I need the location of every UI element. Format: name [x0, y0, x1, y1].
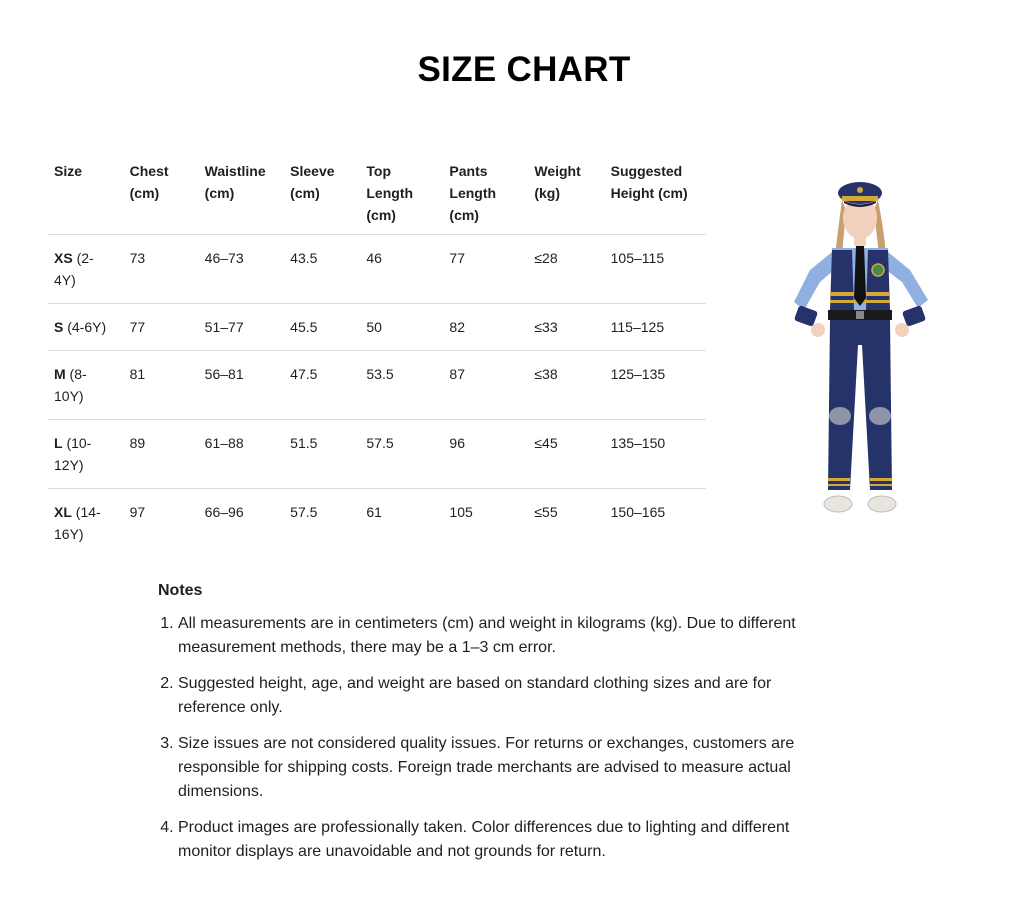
size-age: (14- [71, 504, 101, 520]
table-row [48, 420, 706, 489]
cell-sleeve: 47.5 [284, 351, 360, 420]
size-age: (4-6Y) [63, 319, 107, 335]
cell-chest: 97 [124, 489, 199, 558]
size-code: XS [54, 250, 73, 266]
cell-top: 50 [360, 304, 443, 351]
cell-pants: 96 [443, 420, 528, 489]
cell-pants: 82 [443, 304, 528, 351]
cell-waist: 66–96 [199, 489, 285, 558]
table-row [48, 351, 706, 420]
size-cell [48, 420, 124, 489]
size-code: XL [54, 504, 72, 520]
size-cell [48, 235, 124, 304]
cell-sleeve: 51.5 [284, 420, 360, 489]
table-body [48, 235, 706, 558]
column-header-line: Suggested [610, 163, 683, 179]
cell-sleeve: 45.5 [284, 304, 360, 351]
cell-weight: ≤38 [528, 351, 604, 420]
notes-list [158, 612, 838, 864]
cell-top: 46 [360, 235, 443, 304]
note-item: 3. Size issues are not considered quality issues. For returns or exchanges, customers are responsible for shipping costs. Foreign trade merchants are advised to measure actual dimensions. [178, 732, 838, 804]
column-header-line: (kg) [534, 185, 561, 201]
cell-waist: 51–77 [199, 304, 285, 351]
column-header [124, 150, 199, 235]
notes-section [158, 582, 838, 876]
column-header-line: Chest [129, 163, 169, 179]
column-header-line: Top [366, 163, 391, 179]
cell-waist: 56–81 [199, 351, 285, 420]
cell-height: 105–115 [605, 235, 706, 304]
cell-pants: 87 [443, 351, 528, 420]
column-header [48, 150, 124, 235]
cell-weight: ≤33 [528, 304, 604, 351]
column-header-line: Height (cm) [610, 185, 688, 201]
cell-waist: 46–73 [199, 235, 285, 304]
column-header-line: Weight [534, 163, 581, 179]
cell-chest: 89 [124, 420, 199, 489]
column-header-line: Length [366, 185, 414, 201]
table-row [48, 304, 706, 351]
size-age: (2- [72, 250, 94, 266]
size-age: 4Y) [54, 272, 76, 288]
cell-top: 53.5 [360, 351, 443, 420]
cell-waist: 61–88 [199, 420, 285, 489]
column-header-line: (cm) [290, 185, 320, 201]
size-age: 16Y) [54, 526, 84, 542]
column-header [284, 150, 360, 235]
table-row [48, 235, 706, 304]
column-header [199, 150, 285, 235]
column-header [443, 150, 528, 235]
cell-height: 125–135 [605, 351, 706, 420]
cell-chest: 73 [124, 235, 199, 304]
size-age: (10- [62, 435, 92, 451]
size-code: L [54, 435, 63, 451]
column-header-line: (cm) [129, 185, 160, 201]
size-cell [48, 304, 124, 351]
cell-weight: ≤28 [528, 235, 604, 304]
cell-top: 61 [360, 489, 443, 558]
column-header-line: Waistline [204, 163, 266, 179]
note-item: 1. All measurements are in centimeters (cm) and weight in kilograms (kg). Due to different measurement methods, there may be a 1–3 cm error. [178, 612, 838, 660]
cell-sleeve: 57.5 [284, 489, 360, 558]
size-age: 12Y) [54, 457, 84, 473]
column-header-line: Pants [449, 163, 488, 179]
column-header [528, 150, 604, 235]
size-age: 10Y) [54, 388, 84, 404]
table-header-row [48, 150, 706, 235]
cell-weight: ≤55 [528, 489, 604, 558]
cell-chest: 81 [124, 351, 199, 420]
police-costume-illustration [780, 170, 940, 530]
column-header-line: Length [449, 185, 497, 201]
cell-height: 115–125 [605, 304, 706, 351]
cell-height: 135–150 [605, 420, 706, 489]
note-item: 2. Suggested height, age, and weight are based on standard clothing sizes and are for reference only. [178, 672, 838, 720]
cell-sleeve: 43.5 [284, 235, 360, 304]
cell-pants: 77 [443, 235, 528, 304]
note-item: 4. Product images are professionally taken. Color differences due to lighting and different monitor displays are unavoidable and not grounds for return. [178, 816, 838, 864]
size-code: M [54, 366, 66, 382]
size-cell [48, 489, 124, 558]
column-header-line: Sleeve [290, 163, 335, 179]
column-header [360, 150, 443, 235]
column-header-line: (cm) [204, 185, 235, 201]
size-cell [48, 351, 124, 420]
size-table [48, 150, 706, 557]
page-title: SIZE CHART [417, 50, 631, 89]
notes-title: Notes [158, 582, 203, 599]
size-age: (8- [65, 366, 87, 382]
column-header [605, 150, 706, 235]
cell-height: 150–165 [605, 489, 706, 558]
size-code: S [54, 319, 64, 335]
cell-top: 57.5 [360, 420, 443, 489]
column-header-line: (cm) [449, 207, 479, 223]
table-row [48, 489, 706, 558]
column-header-line: Size [54, 163, 83, 179]
cell-chest: 77 [124, 304, 199, 351]
cell-pants: 105 [443, 489, 528, 558]
cell-weight: ≤45 [528, 420, 604, 489]
column-header-line: (cm) [366, 207, 396, 223]
product-image-police-costume [780, 170, 940, 530]
